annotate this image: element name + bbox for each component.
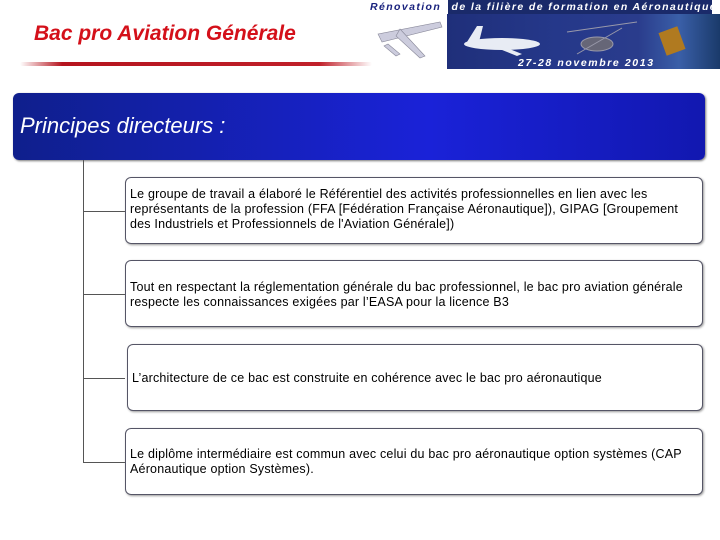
principle-item-4 (125, 428, 703, 495)
title-underline-divider (20, 62, 372, 66)
slide-title: Bac pro Aviation Générale (34, 22, 296, 45)
principle-item-1 (125, 177, 703, 244)
section-heading: Principes directeurs : (20, 113, 226, 138)
principle-text: Tout en respectant la réglementation générale du bac professionnel, le bac pro aviation générale respecte les connaissances exigées par l’EASA pour la licence B3 (130, 280, 683, 309)
tree-branch (83, 211, 125, 212)
tree-connector-line (83, 160, 84, 462)
principle-text: Le diplôme intermédiaire est commun avec celui du bac pro aéronautique option systèmes (CAP Aéronautique option Systèmes). (130, 447, 682, 476)
event-dates: 27-28 novembre 2013 (518, 57, 655, 69)
principle-text: Le groupe de travail a élaboré le Référentiel des activités professionnelles en lien avec les représentants de la profession (FFA [Fédération Française Aéronautique]), GIPAG [Groupement des Industriels et Professionnels de l'Aviation Générale]) (130, 187, 679, 231)
principle-text: L’architecture de ce bac est construite en cohérence avec le bac pro aéronautique (132, 371, 602, 385)
tree-branch (83, 378, 125, 379)
light-aircraft-image (370, 14, 447, 68)
tree-branch (83, 462, 125, 463)
event-title (370, 0, 720, 14)
principle-item-2 (125, 260, 703, 327)
event-title-part2: de la filière de formation en Aéronautique (448, 0, 712, 14)
principle-item-3 (127, 344, 703, 411)
event-title-part1: Rénovation (370, 1, 446, 13)
tree-branch (83, 294, 125, 295)
